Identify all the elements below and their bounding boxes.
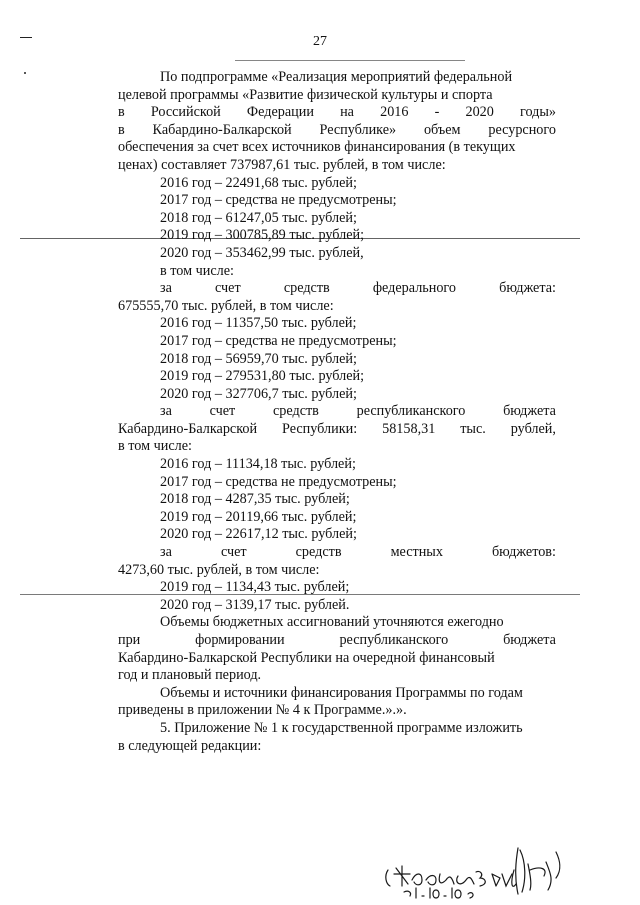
sources-line1: Объемы и источники финансирования Программы по годам: [160, 684, 523, 701]
document-body: [118, 69, 556, 755]
federal-year-2018: 2018 год – 56959,70 тыс. рублей;: [160, 350, 357, 367]
republic-year-2020: 2020 год – 22617,12 тыс. рублей;: [160, 526, 357, 543]
word: средств: [283, 280, 330, 297]
word: местных: [390, 544, 443, 561]
federal-line2: 675555,70 тыс. рублей, в том числе:: [118, 297, 334, 314]
scan-mark-top-right: [235, 60, 465, 61]
scan-mark-top: [20, 37, 32, 38]
word: 58158,31: [382, 420, 436, 437]
word: бюджета: [503, 403, 556, 420]
total-year-2020: 2020 год – 353462,99 тыс. рублей,: [160, 244, 364, 261]
word: Кабардино-Балкарской: [118, 420, 258, 437]
para1-line2: целевой программы «Развитие физической культуры и спорта: [118, 86, 493, 103]
para1-line6: ценах) составляет 737987,61 тыс. рублей, в том числе:: [118, 156, 446, 173]
word: годы»: [520, 104, 556, 121]
word: Российской: [150, 104, 221, 121]
word: формировании: [195, 632, 285, 648]
volumes-line3: Кабардино-Балкарской Республики на очередной финансовый: [118, 649, 495, 666]
volumes-line2: [118, 632, 556, 650]
federal-year-2020: 2020 год – 327706,7 тыс. рублей;: [160, 385, 357, 402]
word: счет: [220, 544, 247, 561]
item5-line1: 5. Приложение № 1 к государственной программе изложить: [160, 719, 523, 736]
word: в: [118, 104, 125, 121]
federal-year-2016: 2016 год – 11357,50 тыс. рублей;: [160, 315, 357, 332]
total-year-2016: 2016 год – 22491,68 тыс. рублей;: [160, 174, 357, 191]
scan-dot-left: [24, 72, 26, 74]
signature-image: [380, 840, 580, 900]
republic-line1: [118, 403, 556, 421]
republic-year-2019: 2019 год – 20119,66 тыс. рублей;: [160, 508, 357, 525]
republic-line2: [118, 421, 556, 439]
para1-line1: По подпрограмме «Реализация мероприятий федеральной: [160, 69, 513, 85]
republic-year-2018: 2018 год – 4287,35 тыс. рублей;: [160, 491, 350, 508]
volumes-line1: Объемы бюджетных ассигнований уточняются ежегодно: [160, 614, 504, 631]
republic-year-2017: 2017 год – средства не предусмотрены;: [160, 473, 397, 490]
local-line2: 4273,60 тыс. рублей, в том числе:: [118, 561, 320, 578]
word: бюджета: [503, 632, 556, 648]
federal-line1: [118, 280, 556, 298]
total-year-2017: 2017 год – средства не предусмотрены;: [160, 192, 397, 209]
word: в: [118, 121, 125, 138]
word: рублей,: [510, 420, 556, 437]
para1-line5: обеспечения за счет всех источников финансирования (в текущих: [118, 139, 516, 156]
word: федерального: [372, 280, 456, 297]
including-label: в том числе:: [160, 262, 234, 279]
word: -: [434, 104, 440, 121]
word: республиканского: [339, 632, 449, 648]
word: средств: [295, 544, 342, 561]
word: Федерации: [246, 104, 314, 121]
word: бюджетов:: [491, 544, 556, 561]
local-line1: [118, 544, 556, 562]
local-year-2019: 2019 год – 1134,43 тыс. рублей;: [160, 579, 350, 596]
republic-year-2016: 2016 год – 11134,18 тыс. рублей;: [160, 456, 356, 473]
word: средств: [272, 403, 319, 420]
word: 2020: [465, 104, 494, 121]
sources-line2: приведены в приложении № 4 к Программе.».».: [118, 702, 407, 719]
page-number: 27: [313, 34, 327, 49]
word: бюджета:: [499, 280, 556, 297]
volumes-line4: год и плановый период.: [118, 667, 262, 684]
word: счет: [215, 280, 241, 297]
word: на: [340, 104, 354, 121]
total-year-2018: 2018 год – 61247,05 тыс. рублей;: [160, 209, 357, 226]
word: счет: [209, 403, 236, 420]
word: при: [118, 632, 141, 648]
word: Республики:: [282, 420, 358, 437]
word: за: [160, 544, 172, 561]
item5-line2: в следующей редакции:: [118, 737, 262, 754]
word: за: [160, 280, 172, 297]
word: за: [160, 403, 172, 420]
local-year-2020: 2020 год – 3139,17 тыс. рублей.: [160, 596, 350, 613]
word: 2016: [380, 104, 409, 121]
total-year-2019: 2019 год – 300785,89 тыс. рублей;: [160, 227, 365, 244]
word: ресурсного: [488, 121, 556, 138]
word: республиканского: [356, 403, 466, 420]
word: объем: [423, 121, 461, 138]
word: Республике»: [319, 121, 397, 138]
word: Кабардино-Балкарской: [152, 121, 292, 138]
para1-line3: [118, 104, 556, 122]
para1-line4: [118, 122, 556, 140]
federal-year-2019: 2019 год – 279531,80 тыс. рублей;: [160, 368, 365, 385]
republic-line3: в том числе:: [118, 438, 192, 455]
federal-year-2017: 2017 год – средства не предусмотрены;: [160, 332, 397, 349]
word: тыс.: [460, 420, 486, 437]
